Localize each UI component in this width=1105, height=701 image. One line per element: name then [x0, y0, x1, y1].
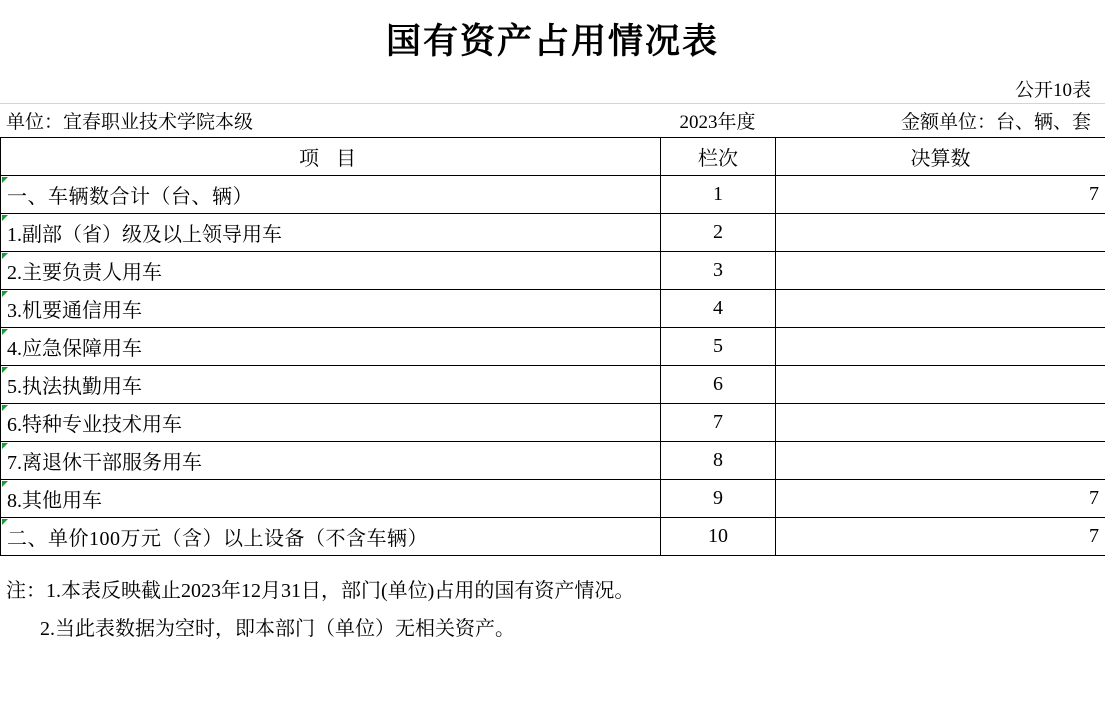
row-value [776, 214, 1105, 252]
asset-table [0, 137, 1105, 556]
table-row [1, 214, 1105, 252]
row-column-no: 5 [661, 328, 776, 366]
row-column-no: 4 [661, 290, 776, 328]
notes-section [0, 556, 1105, 648]
row-item-label: 2.主要负责人用车 [1, 252, 661, 290]
row-value: 7 [776, 518, 1105, 556]
note-line-1: 注：1.本表反映截止2023年12月31日，部门(单位)占用的国有资产情况。 [6, 580, 635, 602]
row-item-label: 二、单价100万元（含）以上设备（不含车辆） [1, 518, 661, 556]
public-number-row [0, 74, 1105, 104]
note-line-2: 2.当此表数据为空时，即本部门（单位）无相关资产。 [40, 618, 515, 640]
row-item-label: 一、车辆数合计（台、辆） [1, 176, 661, 214]
row-value [776, 442, 1105, 480]
table-row [1, 442, 1105, 480]
row-item-label: 7.离退休干部服务用车 [1, 442, 661, 480]
row-column-no: 1 [661, 176, 776, 214]
row-value [776, 290, 1105, 328]
row-column-no: 10 [661, 518, 776, 556]
table-row [1, 480, 1105, 518]
row-value: 7 [776, 176, 1105, 214]
table-body [1, 176, 1105, 556]
row-value [776, 366, 1105, 404]
row-column-no: 9 [661, 480, 776, 518]
table-row [1, 366, 1105, 404]
table-row [1, 404, 1105, 442]
row-item-label: 1.副部（省）级及以上领导用车 [1, 214, 661, 252]
meta-row [0, 104, 1105, 137]
header-column: 栏次 [661, 138, 776, 176]
row-value [776, 404, 1105, 442]
row-item-label: 3.机要通信用车 [1, 290, 661, 328]
row-value: 7 [776, 480, 1105, 518]
amount-unit-label: 金额单位：台、辆、套 [900, 112, 1091, 133]
unit-label: 单位：宜春职业技术学院本级 [6, 112, 254, 133]
row-item-label: 5.执法执勤用车 [1, 366, 661, 404]
page-title: 国有资产占用情况表 [385, 22, 719, 61]
header-value: 决算数 [776, 138, 1105, 176]
table-row [1, 176, 1105, 214]
row-column-no: 8 [661, 442, 776, 480]
table-row [1, 518, 1105, 556]
row-item-label: 4.应急保障用车 [1, 328, 661, 366]
row-column-no: 2 [661, 214, 776, 252]
header-item: 项 目 [1, 138, 661, 176]
row-column-no: 7 [661, 404, 776, 442]
row-item-label: 6.特种专业技术用车 [1, 404, 661, 442]
public-number: 公开10表 [1014, 80, 1091, 101]
row-column-no: 6 [661, 366, 776, 404]
table-row [1, 290, 1105, 328]
row-value [776, 252, 1105, 290]
row-column-no: 3 [661, 252, 776, 290]
table-row [1, 252, 1105, 290]
row-value [776, 328, 1105, 366]
table-header-row [1, 138, 1105, 176]
year-label: 2023年度 [679, 112, 756, 133]
row-item-label: 8.其他用车 [1, 480, 661, 518]
table-row [1, 328, 1105, 366]
